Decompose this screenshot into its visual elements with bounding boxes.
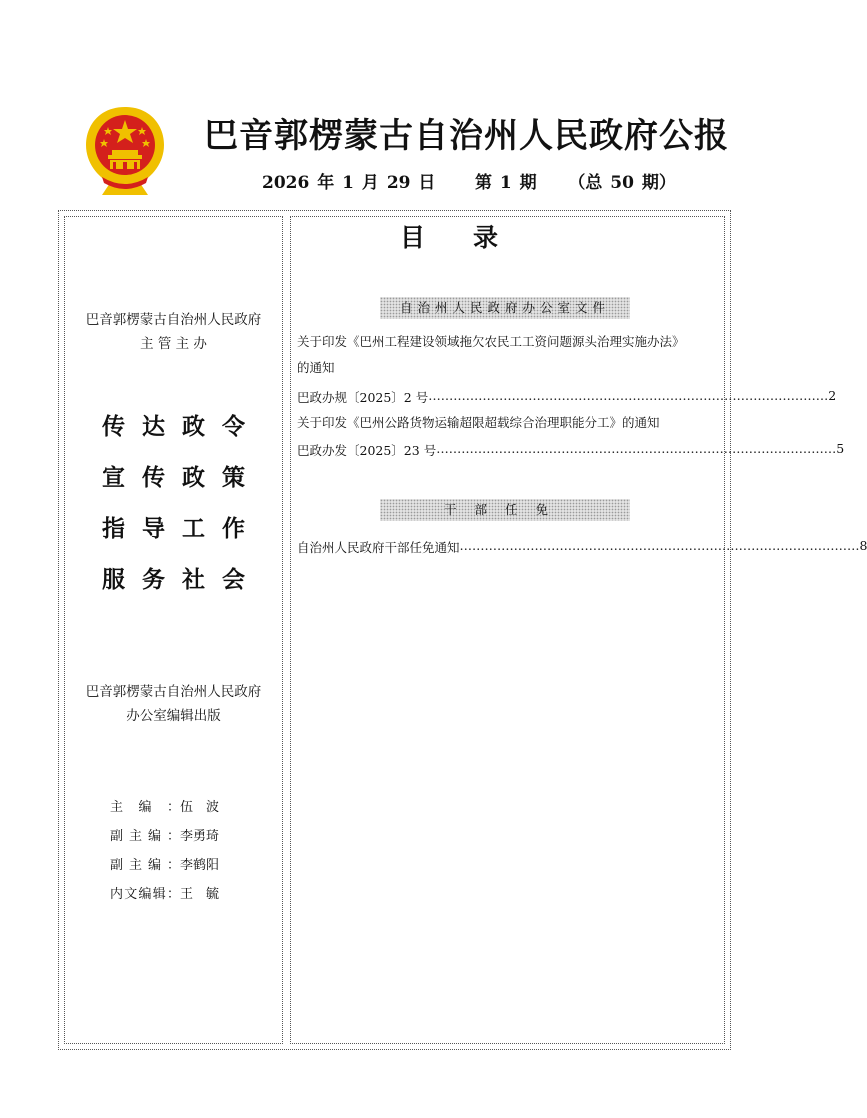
editor-name: 王 毓 (180, 887, 220, 902)
slogans (64, 412, 283, 616)
editor-list (110, 796, 219, 912)
toc-page-number: 8 (859, 538, 867, 553)
toc-entry-title: 自治州人民政府干部任免通知 (297, 540, 460, 555)
editor-role: 主编： (110, 800, 180, 815)
sponsor-block (64, 308, 283, 356)
toc-entry-code: 巴政办规〔2025〕2 号 (297, 390, 429, 405)
toc-entry-line[interactable] (297, 388, 837, 406)
toc-entry-title[interactable]: 关于印发《巴州工程建设领域拖欠农民工工资问题源头治理实施办法》 (297, 334, 685, 349)
sponsor-role: 主 管 主 办 (140, 336, 207, 352)
editor-name: 李鹤阳 (180, 858, 220, 873)
issue-info (262, 168, 682, 193)
slogan: 宣传政策 (102, 465, 262, 491)
toc-page-number: 2 (828, 388, 837, 403)
toc-entry-line[interactable] (297, 538, 867, 556)
editor-row (110, 796, 219, 825)
bulletin-title: 巴音郭楞蒙古自治州人民政府公报 (204, 116, 729, 156)
editor-role: 副主编： (110, 858, 180, 873)
issue-number: 第 1 期 (475, 173, 537, 193)
toc-page-number: 5 (836, 441, 845, 456)
publisher-org: 巴音郭楞蒙古自治州人民政府 (85, 684, 262, 700)
editor-name: 李勇琦 (180, 829, 220, 844)
editor-role: 副主编： (110, 829, 180, 844)
toc-leader-dots: …………………………………………………………………………………… (428, 388, 829, 403)
toc-entry-code: 巴政办发〔2025〕23 号 (297, 443, 437, 458)
slogan: 指导工作 (102, 516, 262, 542)
toc-entry-title[interactable]: 关于印发《巴州公路货物运输超限超载综合治理职能分工》的通知 (297, 415, 660, 430)
slogan: 传达政令 (102, 414, 262, 440)
issue-total: （总 50 期） (568, 173, 676, 193)
section-heading: 自治州人民政府办公室文件 (380, 297, 630, 319)
publisher-block (64, 680, 283, 728)
editor-row (110, 883, 219, 912)
editor-row (110, 854, 219, 883)
national-emblem-icon (80, 103, 170, 199)
issue-date: 2026 年 1 月 29 日 (262, 173, 436, 193)
toc-leader-dots: …………………………………………………………………………………… (436, 441, 837, 456)
sponsor-org: 巴音郭楞蒙古自治州人民政府 (85, 312, 262, 328)
section-heading: 干部任免 (380, 499, 630, 521)
editor-row (110, 825, 219, 854)
toc-leader-dots: …………………………………………………………………………………… (459, 538, 860, 553)
toc-entry-line[interactable] (297, 441, 845, 459)
editor-name: 伍 波 (180, 800, 220, 815)
editor-role: 内文编辑： (110, 887, 180, 902)
toc-title: 目录 (400, 223, 547, 252)
publisher-role: 办公室编辑出版 (126, 708, 221, 724)
toc-entry-title-cont[interactable]: 的通知 (297, 360, 335, 375)
slogan: 服务社会 (102, 567, 262, 593)
